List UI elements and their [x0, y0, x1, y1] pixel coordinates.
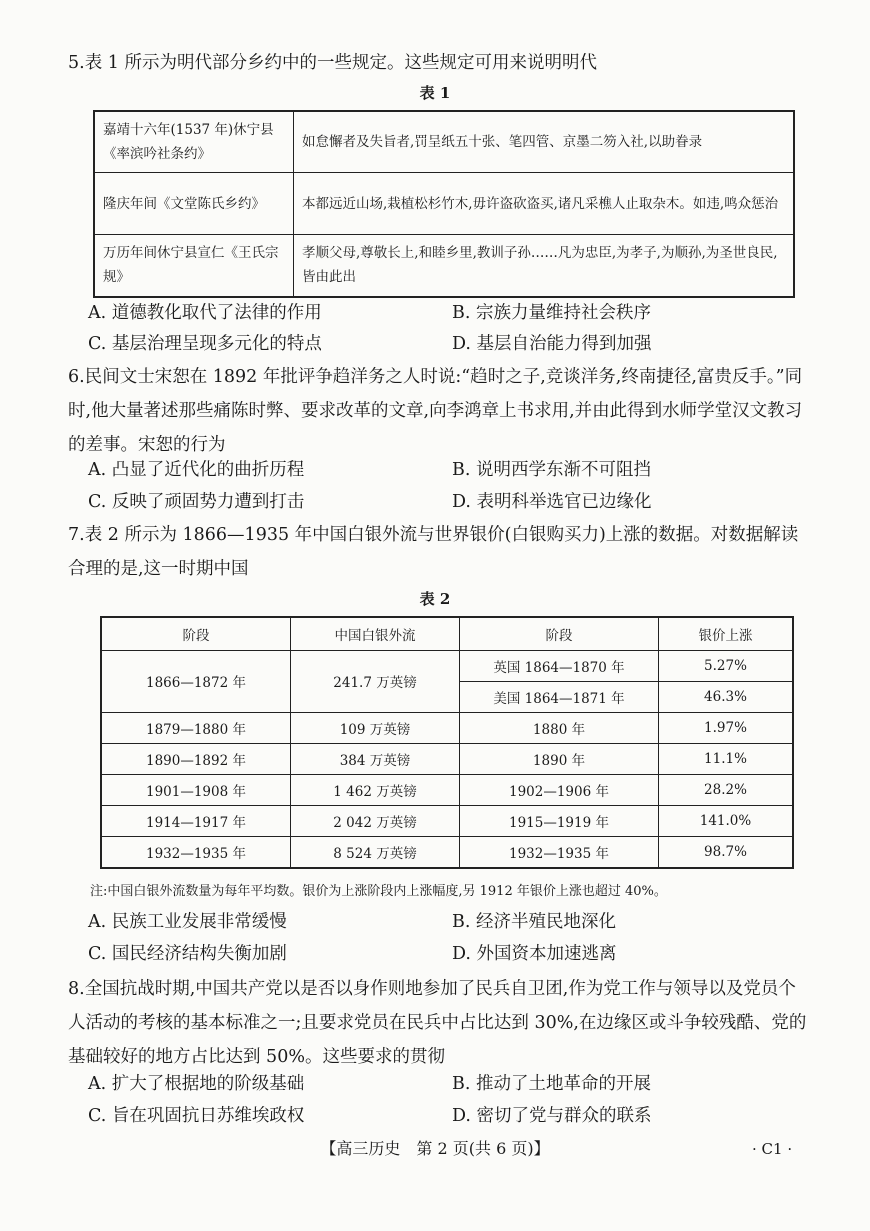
table-cell: 1914—1917 年	[101, 805, 291, 836]
question-6-stem: 6.民间文士宋恕在 1892 年批评争趋洋务之人时说:“趋时之子,竞谈洋务,终南捷径,富贵反手。”同时,他大量著述那些痛陈时弊、要求改革的文章,向李鸿章上书求用,并由此得到水师学堂汉文教习的差事。宋恕的行为	[68, 367, 803, 455]
table-cell: 嘉靖十六年(1537 年)休宁县《率滨吟社条约》	[94, 111, 294, 173]
page-footer: 【高三历史 第 2 页(共 6 页)】	[320, 1139, 550, 1158]
table-cell: 1932—1935 年	[460, 836, 659, 868]
q8-option-b: B. 推动了土地革命的开展	[452, 1074, 651, 1094]
table-cell: 384 万英镑	[291, 743, 460, 774]
q7-option-d: D. 外国资本加速逃离	[452, 944, 617, 964]
table-cell: 1866—1872 年	[101, 650, 291, 712]
q5-option-d: D. 基层自治能力得到加强	[452, 334, 652, 354]
table-cell: 98.7%	[659, 836, 794, 868]
q6-option-a: A. 凸显了近代化的曲折历程	[88, 460, 305, 480]
q8-option-a: A. 扩大了根据地的阶级基础	[88, 1074, 305, 1094]
q7-option-c: C. 国民经济结构失衡加剧	[88, 944, 287, 964]
table-cell: 1.97%	[659, 712, 794, 743]
table-header-cell: 阶段	[101, 617, 291, 650]
table-header-cell: 阶段	[460, 617, 659, 650]
table-cell: 46.3%	[659, 681, 794, 712]
table-cell: 万历年间休宁县宣仁《王氏宗规》	[94, 235, 294, 297]
q6-option-c: C. 反映了顽固势力遭到打击	[88, 492, 305, 512]
q6-option-b: B. 说明西学东渐不可阻挡	[452, 460, 651, 480]
table-cell: 1915—1919 年	[460, 805, 659, 836]
table-row	[94, 173, 794, 235]
q8-option-c: C. 旨在巩固抗日苏维埃政权	[88, 1106, 305, 1126]
table-cell: 109 万英镑	[291, 712, 460, 743]
table-cell: 2 042 万英镑	[291, 805, 460, 836]
table-cell: 8 524 万英镑	[291, 836, 460, 868]
table-cell: 1890—1892 年	[101, 743, 291, 774]
table-cell: 1880 年	[460, 712, 659, 743]
table-cell: 28.2%	[659, 774, 794, 805]
question-8-stem: 8.全国抗战时期,中国共产党以是否以身作则地参加了民兵自卫团,作为党工作与领导以及党员个人活动的考核的基本标准之一;且要求党员在民兵中占比达到 30%,在边缘区或斗争较残酷、党的基础较好的地方占比达到 50%。这些要求的贯彻	[68, 979, 807, 1067]
table-row	[94, 235, 794, 297]
table-cell: 1879—1880 年	[101, 712, 291, 743]
table-2	[100, 616, 794, 869]
q7-option-a: A. 民族工业发展非常缓慢	[88, 912, 287, 932]
table-cell: 141.0%	[659, 805, 794, 836]
question-7-stem: 7.表 2 所示为 1866—1935 年中国白银外流与世界银价(白银购买力)上涨的数据。对数据解读合理的是,这一时期中国	[68, 525, 799, 579]
table-1-title: 表 1	[419, 84, 451, 102]
table-row	[101, 650, 793, 681]
q5-option-b: B. 宗族力量维持社会秩序	[452, 303, 651, 323]
table-row	[101, 743, 793, 774]
table-cell: 1902—1906 年	[460, 774, 659, 805]
q5-option-c: C. 基层治理呈现多元化的特点	[88, 334, 322, 354]
table-2-title: 表 2	[419, 590, 451, 608]
table-cell: 1932—1935 年	[101, 836, 291, 868]
table-cell: 5.27%	[659, 650, 794, 681]
table-row	[101, 805, 793, 836]
q8-option-d: D. 密切了党与群众的联系	[452, 1106, 652, 1126]
table-header-row	[101, 617, 793, 650]
table-row	[101, 712, 793, 743]
table-1	[93, 110, 795, 298]
table-cell: 11.1%	[659, 743, 794, 774]
table-cell: 英国 1864—1870 年	[460, 650, 659, 681]
question-5-stem: 5.表 1 所示为明代部分乡约中的一些规定。这些规定可用来说明明代	[68, 53, 597, 73]
table-cell: 孝顺父母,尊敬长上,和睦乡里,教训子孙……凡为忠臣,为孝子,为顺孙,为圣世良民,皆由此出	[294, 235, 795, 297]
q6-option-d: D. 表明科举选官已边缘化	[452, 492, 652, 512]
table-cell: 241.7 万英镑	[291, 650, 460, 712]
page-code: · C1 ·	[752, 1140, 793, 1158]
table-cell: 本都远近山场,栽植松杉竹木,毋许盗砍盗买,诸凡采樵人止取杂木。如违,鸣众惩治	[294, 173, 795, 235]
table-cell: 1890 年	[460, 743, 659, 774]
table-row	[94, 111, 794, 173]
table-cell: 1901—1908 年	[101, 774, 291, 805]
q7-option-b: B. 经济半殖民地深化	[452, 912, 616, 932]
table-cell: 1 462 万英镑	[291, 774, 460, 805]
table-header-cell: 银价上涨	[659, 617, 794, 650]
table-cell: 隆庆年间《文堂陈氏乡约》	[94, 173, 294, 235]
table-row	[101, 774, 793, 805]
table-cell: 美国 1864—1871 年	[460, 681, 659, 712]
table-row	[101, 836, 793, 868]
q5-option-a: A. 道德教化取代了法律的作用	[88, 303, 322, 323]
table-2-note: 注:中国白银外流数量为每年平均数。银价为上涨阶段内上涨幅度,另 1912 年银价上涨也超过 40%。	[90, 884, 667, 899]
table-cell: 如怠懈者及失旨者,罚呈纸五十张、笔四管、京墨二笏入社,以助眷录	[294, 111, 795, 173]
table-header-cell: 中国白银外流	[291, 617, 460, 650]
